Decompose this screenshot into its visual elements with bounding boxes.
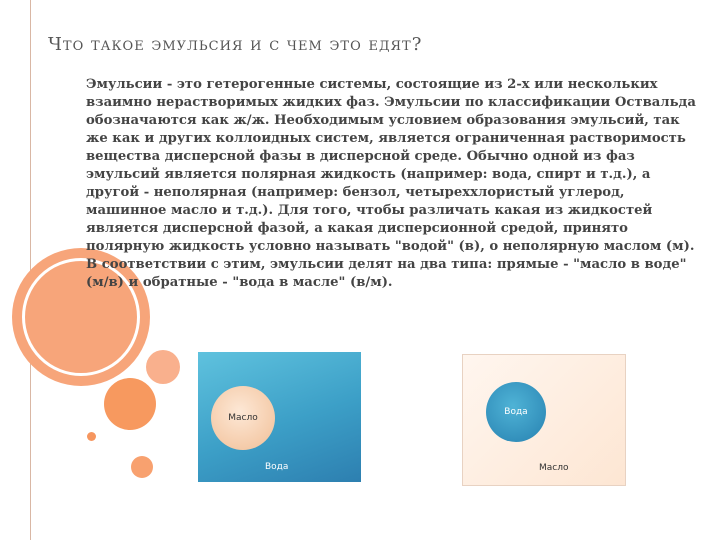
oil-droplet bbox=[211, 386, 275, 450]
medium-label: Вода bbox=[265, 462, 289, 472]
droplet-label: Масло bbox=[228, 413, 258, 423]
decorative-circle-medium bbox=[104, 378, 156, 430]
medium-label: Масло bbox=[539, 463, 569, 473]
slide-body-text: Эмульсии - это гетерогенные системы, состоящие из 2-х или нескольких взаимно нерастворимых жидких фаз. Эмульсии по классификации Оствальда обозначаются как ж/ж. Необходимым условием образования эмульсий, так же как и других коллоидных систем, является ограниченная растворимость вещества дисперсной фазы в дисперсной среде. Обычно одной из фаз эмульсий является полярная жидкость (например: вода, спирт и т.д.), а другой - неполярная (например: бензол, четыреххлористый углерод, машинное масло и т.д.). Для того, чтобы различать какая из жидкостей является дисперсной фазой, а какая дисперсионной средой, принято полярную жидкость условно называть "водой" (в), о неполярную маслом (м). В соответствии с этим, эмульсии делят на два типа: прямые - "масло в воде" (м/в) и обратные - "вода в масле" (в/м). bbox=[86, 77, 696, 290]
oil-in-water-diagram bbox=[198, 352, 361, 482]
decorative-circle-small bbox=[146, 350, 180, 384]
slide-title: Что такое эмульсия и с чем это едят? bbox=[48, 34, 423, 55]
water-droplet bbox=[486, 382, 546, 442]
decorative-circle-dot bbox=[87, 432, 96, 441]
water-in-oil-diagram bbox=[462, 354, 626, 486]
droplet-label: Вода bbox=[504, 407, 528, 417]
decorative-circle-small bbox=[131, 456, 153, 478]
